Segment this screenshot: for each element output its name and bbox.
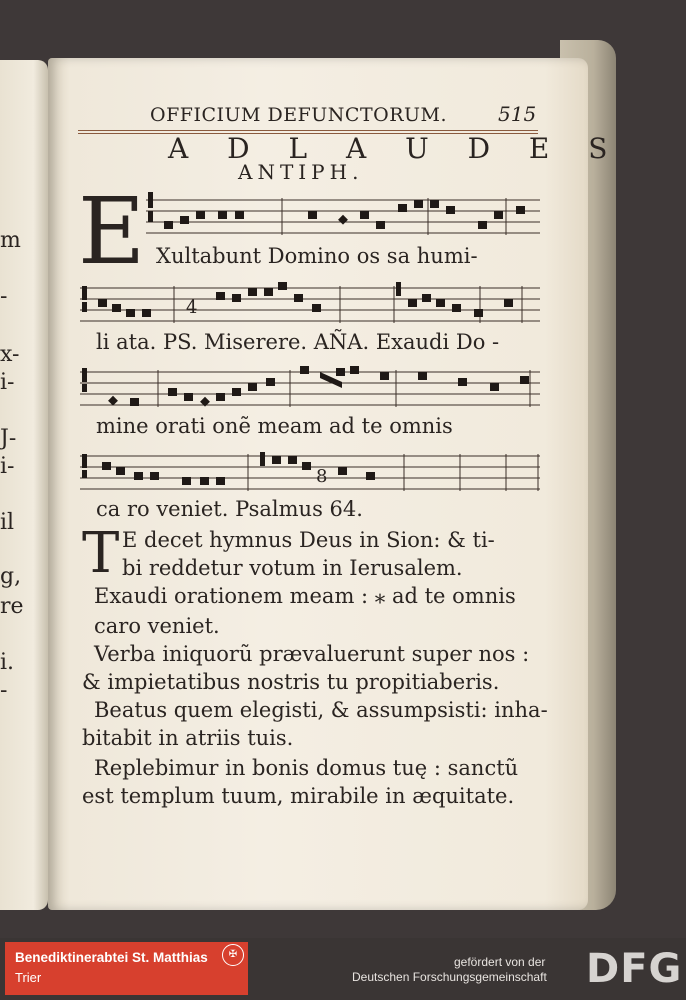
staff-number-8: 8 bbox=[316, 466, 328, 487]
margin-fragment: i- bbox=[0, 454, 15, 479]
lyric-line-1: Xultabunt Domino os sa humi- bbox=[156, 244, 478, 268]
page-number: 515 bbox=[498, 102, 537, 126]
psalm-line: & impietatibus nostris tu propitiaberis. bbox=[82, 670, 500, 694]
psalm-line: Replebimur in bonis domus tuę : sanctũ bbox=[94, 756, 519, 780]
psalm-line: Verba iniquorũ prævaluerunt super nos : bbox=[94, 642, 530, 666]
psalm-line: E decet hymnus Deus in Sion: & ti- bbox=[122, 528, 495, 552]
margin-fragment: x- bbox=[0, 342, 20, 367]
lyric-line-2: li ata. PS. Miserere. AÑA. Exaudi Do - bbox=[96, 330, 500, 354]
section-title: A D L A U D E S bbox=[168, 132, 623, 165]
margin-fragment: i- bbox=[0, 370, 15, 395]
psalm-line: Beatus quem elegisti, & assumpsisti: inha- bbox=[94, 698, 548, 722]
header-rule bbox=[78, 130, 538, 131]
margin-fragment: - bbox=[0, 284, 8, 309]
margin-fragment: - bbox=[0, 678, 8, 703]
section-subtitle: ANTIPH. bbox=[238, 160, 364, 184]
margin-fragment: re bbox=[0, 594, 24, 619]
left-page-margin-text bbox=[0, 60, 30, 910]
psalm-line: bi reddetur votum in Ierusalem. bbox=[122, 556, 463, 580]
music-staff-1 bbox=[146, 192, 542, 242]
sponsor-line-2: Deutschen Forschungsgemeinschaft bbox=[352, 970, 547, 984]
margin-fragment: i. bbox=[0, 650, 15, 675]
staff-number-4: 4 bbox=[186, 297, 198, 318]
initial-letter-t: T bbox=[82, 521, 120, 586]
music-staff-4 bbox=[80, 448, 542, 498]
psalm-line: est templum tuum, mirabile in æquitate. bbox=[82, 784, 515, 808]
margin-fragment: J- bbox=[0, 426, 17, 451]
margin-fragment: m bbox=[0, 228, 21, 253]
institution-city[interactable]: Trier bbox=[15, 970, 42, 985]
institution-name[interactable]: Benediktinerabtei St. Matthias bbox=[15, 950, 208, 965]
music-staff-2 bbox=[80, 280, 542, 330]
margin-fragment: g, bbox=[0, 564, 22, 589]
lyric-line-4: ca ro veniet. Psalmus 64. bbox=[96, 497, 363, 521]
running-header: OFFICIUM DEFUNCTORUM. bbox=[150, 104, 448, 126]
sponsor-line-1: gefördert von der bbox=[454, 955, 546, 969]
psalm-line: caro veniet. bbox=[94, 614, 220, 638]
dfg-logo[interactable]: DFG bbox=[586, 946, 683, 992]
margin-fragment: il bbox=[0, 510, 15, 535]
lyric-line-3: mine orati onẽ meam ad te omnis bbox=[96, 414, 453, 438]
music-staff-3 bbox=[80, 364, 542, 414]
crest-icon: ✠ bbox=[222, 944, 244, 966]
initial-letter-e: E bbox=[78, 178, 146, 285]
psalm-line: Exaudi orationem meam : ⁎ ad te omnis bbox=[94, 584, 516, 608]
psalm-line: bitabit in atriis tuis. bbox=[82, 726, 294, 750]
